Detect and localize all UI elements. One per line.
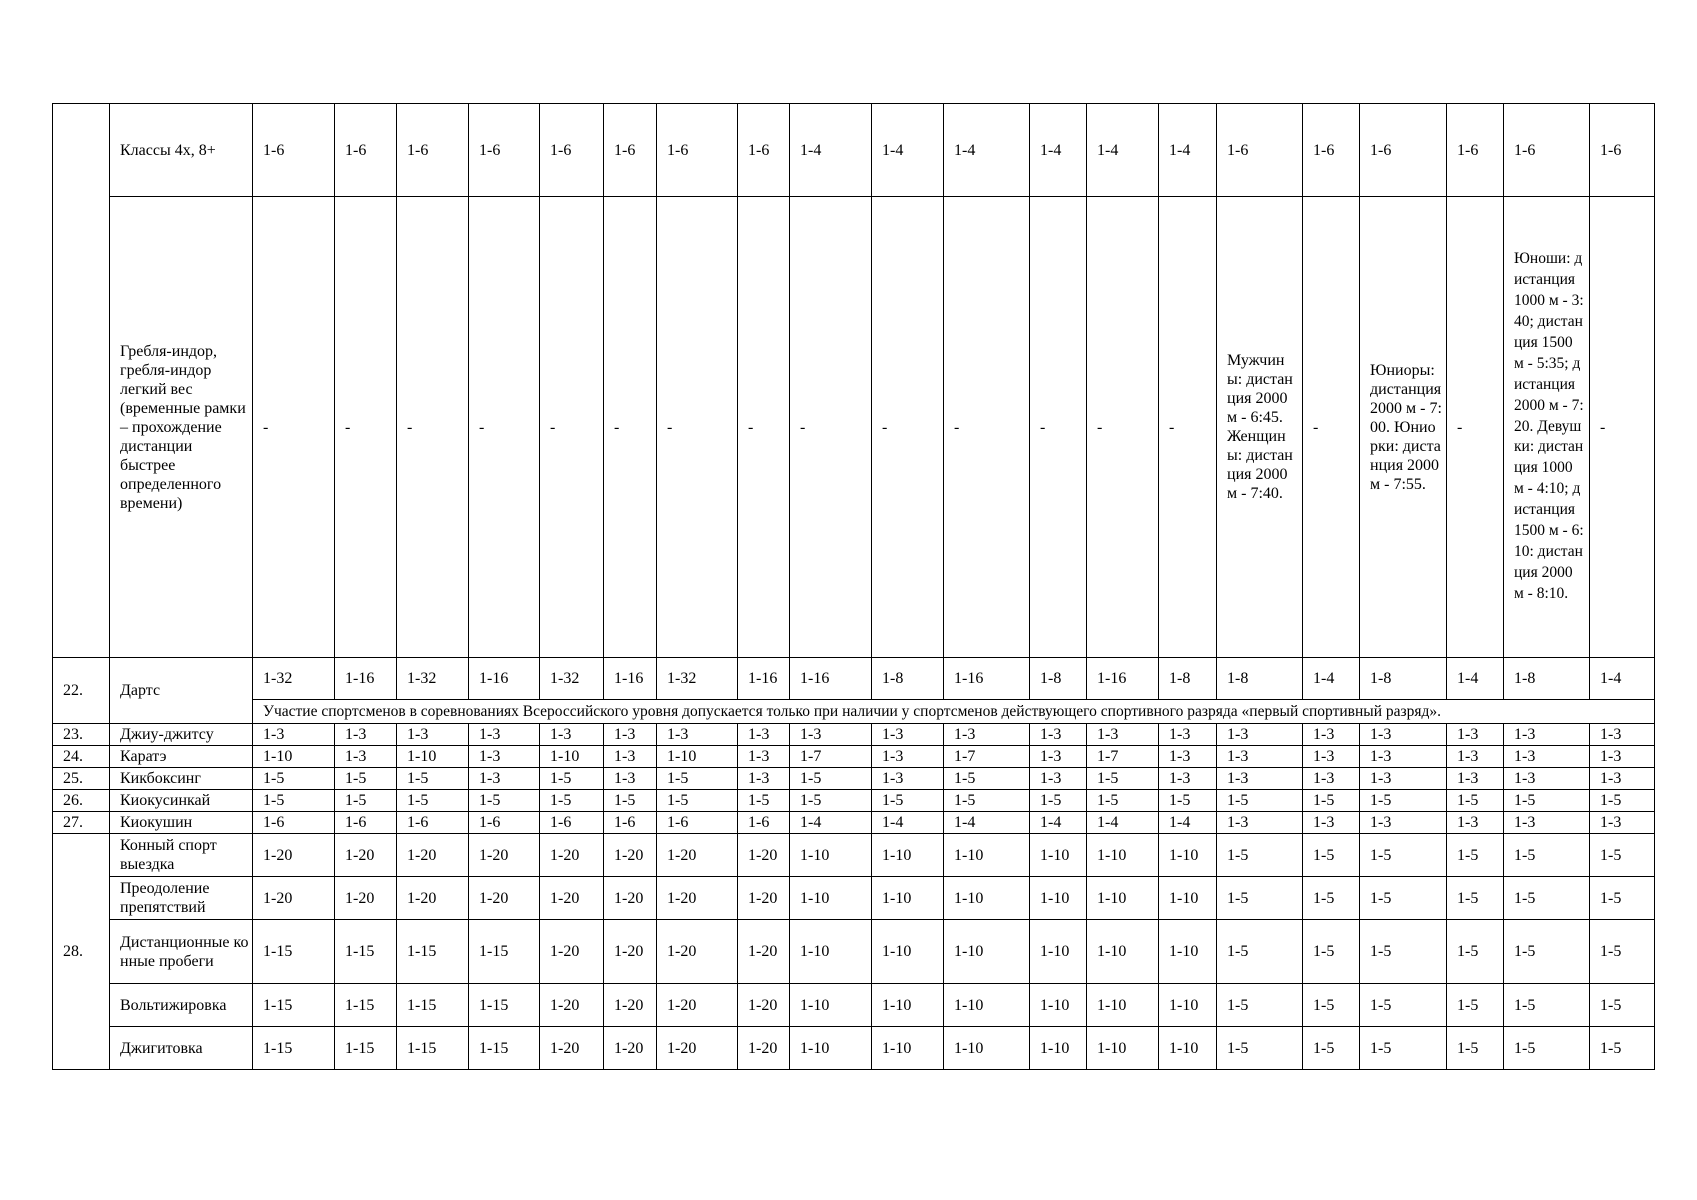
value-cell: 1-3 bbox=[397, 724, 469, 746]
value-cell: - bbox=[1590, 197, 1655, 658]
value-cell: 1-10 bbox=[790, 834, 872, 877]
value-cell: 1-5 bbox=[1590, 1027, 1655, 1070]
value-cell: 1-20 bbox=[738, 834, 790, 877]
value-cell: 1-5 bbox=[1303, 920, 1360, 984]
value-cell: 1-5 bbox=[1447, 1027, 1504, 1070]
value-cell: 1-20 bbox=[540, 920, 604, 984]
table-row bbox=[53, 834, 1655, 877]
value-cell: 1-10 bbox=[1030, 984, 1087, 1027]
value-cell: 1-3 bbox=[1303, 812, 1360, 834]
value-cell: 1-5 bbox=[944, 790, 1030, 812]
row-name: Дартс bbox=[110, 658, 253, 724]
value-cell: 1-5 bbox=[1590, 984, 1655, 1027]
value-cell: 1-20 bbox=[738, 920, 790, 984]
document-table bbox=[52, 103, 1655, 1070]
value-cell: - bbox=[469, 197, 540, 658]
value-cell: 1-5 bbox=[335, 768, 397, 790]
value-cell: 1-3 bbox=[1159, 724, 1217, 746]
value-cell: 1-4 bbox=[872, 812, 944, 834]
value-cell: 1-10 bbox=[1087, 1027, 1159, 1070]
table-row bbox=[53, 984, 1655, 1027]
value-cell: 1-3 bbox=[1447, 724, 1504, 746]
value-cell: 1-3 bbox=[1447, 768, 1504, 790]
value-cell: 1-10 bbox=[253, 746, 335, 768]
value-cell: 1-16 bbox=[738, 658, 790, 700]
value-cell: 1-7 bbox=[1087, 746, 1159, 768]
table-row bbox=[53, 746, 1655, 768]
value-cell: 1-20 bbox=[540, 984, 604, 1027]
value-cell: 1-10 bbox=[1087, 834, 1159, 877]
value-cell: 1-5 bbox=[540, 790, 604, 812]
value-cell: 1-5 bbox=[397, 768, 469, 790]
value-cell: 1-3 bbox=[1590, 812, 1655, 834]
value-cell: 1-20 bbox=[469, 877, 540, 920]
value-cell: 1-10 bbox=[1030, 877, 1087, 920]
value-cell: 1-5 bbox=[1303, 790, 1360, 812]
value-cell: 1-5 bbox=[1360, 790, 1447, 812]
value-cell: 1-10 bbox=[872, 920, 944, 984]
value-cell: 1-6 bbox=[469, 812, 540, 834]
value-cell: 1-20 bbox=[604, 1027, 657, 1070]
value-cell: 1-20 bbox=[335, 877, 397, 920]
table-row bbox=[53, 877, 1655, 920]
table-row bbox=[53, 197, 1655, 658]
value-cell: 1-3 bbox=[253, 724, 335, 746]
value-cell: - bbox=[540, 197, 604, 658]
row-number: 22. bbox=[53, 658, 110, 724]
table-body bbox=[53, 104, 1655, 1070]
value-cell: - bbox=[872, 197, 944, 658]
value-cell: 1-32 bbox=[253, 658, 335, 700]
value-cell: 1-5 bbox=[253, 768, 335, 790]
value-cell: 1-20 bbox=[604, 984, 657, 1027]
value-cell: 1-4 bbox=[1030, 812, 1087, 834]
row-name: Преодоление препятствий bbox=[110, 877, 253, 920]
value-cell: 1-8 bbox=[1217, 658, 1303, 700]
row-number: 25. bbox=[53, 768, 110, 790]
table-row bbox=[53, 1027, 1655, 1070]
value-cell: - bbox=[738, 197, 790, 658]
value-cell: 1-10 bbox=[872, 1027, 944, 1070]
value-cell: 1-15 bbox=[335, 984, 397, 1027]
value-cell: 1-8 bbox=[872, 658, 944, 700]
value-cell: 1-6 bbox=[253, 104, 335, 197]
value-cell: 1-16 bbox=[1087, 658, 1159, 700]
value-cell: 1-5 bbox=[1087, 790, 1159, 812]
value-cell: 1-20 bbox=[540, 834, 604, 877]
value-cell: - bbox=[1030, 197, 1087, 658]
value-cell: 1-3 bbox=[335, 746, 397, 768]
value-cell: 1-3 bbox=[604, 724, 657, 746]
table-row bbox=[53, 104, 1655, 197]
value-cell: 1-20 bbox=[738, 984, 790, 1027]
value-cell: 1-5 bbox=[540, 768, 604, 790]
value-cell: 1-10 bbox=[657, 746, 738, 768]
value-cell: 1-5 bbox=[1504, 834, 1590, 877]
value-cell: - bbox=[1447, 197, 1504, 658]
value-cell: 1-5 bbox=[1087, 768, 1159, 790]
value-cell: 1-6 bbox=[1590, 104, 1655, 197]
value-cell: 1-3 bbox=[1217, 768, 1303, 790]
row-number: 23. bbox=[53, 724, 110, 746]
value-cell: 1-16 bbox=[604, 658, 657, 700]
value-cell: 1-3 bbox=[657, 724, 738, 746]
value-cell: 1-10 bbox=[1159, 920, 1217, 984]
value-cell: 1-3 bbox=[738, 768, 790, 790]
value-cell: 1-5 bbox=[1360, 877, 1447, 920]
value-cell: 1-6 bbox=[335, 812, 397, 834]
value-cell: 1-3 bbox=[1303, 724, 1360, 746]
row-name: Кикбоксинг bbox=[110, 768, 253, 790]
value-cell: 1-10 bbox=[1159, 1027, 1217, 1070]
value-cell: 1-5 bbox=[1504, 877, 1590, 920]
value-cell: 1-10 bbox=[1087, 984, 1159, 1027]
value-cell: 1-5 bbox=[1217, 790, 1303, 812]
value-cell: 1-6 bbox=[397, 104, 469, 197]
value-cell: 1-3 bbox=[1590, 724, 1655, 746]
value-cell: 1-10 bbox=[1030, 834, 1087, 877]
value-cell: 1-10 bbox=[1159, 877, 1217, 920]
value-cell: 1-4 bbox=[1159, 812, 1217, 834]
value-cell: 1-3 bbox=[1504, 724, 1590, 746]
value-cell: 1-10 bbox=[1030, 920, 1087, 984]
value-cell: 1-3 bbox=[469, 724, 540, 746]
value-cell: 1-3 bbox=[1447, 746, 1504, 768]
value-cell: 1-3 bbox=[1030, 768, 1087, 790]
value-cell: 1-3 bbox=[1504, 746, 1590, 768]
value-cell: 1-8 bbox=[1504, 658, 1590, 700]
value-cell: 1-20 bbox=[397, 834, 469, 877]
value-cell: 1-15 bbox=[335, 1027, 397, 1070]
value-cell: 1-3 bbox=[1217, 724, 1303, 746]
value-cell: 1-20 bbox=[335, 834, 397, 877]
value-cell: 1-32 bbox=[540, 658, 604, 700]
value-cell: 1-20 bbox=[738, 877, 790, 920]
value-cell: - bbox=[1087, 197, 1159, 658]
value-cell: 1-3 bbox=[872, 746, 944, 768]
value-cell: 1-3 bbox=[1030, 746, 1087, 768]
value-cell: 1-5 bbox=[1590, 877, 1655, 920]
value-cell: - bbox=[1159, 197, 1217, 658]
value-cell: 1-3 bbox=[469, 768, 540, 790]
value-cell: 1-5 bbox=[1303, 984, 1360, 1027]
value-cell: 1-5 bbox=[1360, 834, 1447, 877]
value-cell: 1-20 bbox=[738, 1027, 790, 1070]
value-cell: 1-3 bbox=[1159, 768, 1217, 790]
value-cell: 1-6 bbox=[1504, 104, 1590, 197]
value-cell: 1-6 bbox=[1447, 104, 1504, 197]
value-cell: 1-10 bbox=[944, 834, 1030, 877]
value-cell: 1-10 bbox=[872, 984, 944, 1027]
value-cell: 1-15 bbox=[253, 1027, 335, 1070]
darts-notice: Участие спортсменов в соревнованиях Всероссийского уровня допускается только при наличии у спортсменов действующего спортивного разряда «первый спортивный разряд». bbox=[253, 700, 1655, 724]
value-cell: 1-20 bbox=[604, 834, 657, 877]
value-cell: 1-5 bbox=[790, 790, 872, 812]
value-cell: 1-20 bbox=[657, 834, 738, 877]
value-cell: 1-3 bbox=[790, 724, 872, 746]
value-cell: 1-5 bbox=[1217, 920, 1303, 984]
value-cell: 1-7 bbox=[790, 746, 872, 768]
value-cell: 1-5 bbox=[1447, 790, 1504, 812]
value-cell: 1-4 bbox=[1030, 104, 1087, 197]
value-cell: 1-3 bbox=[1504, 812, 1590, 834]
row-name: Киокусинкай bbox=[110, 790, 253, 812]
value-cell: 1-6 bbox=[540, 104, 604, 197]
value-cell: 1-3 bbox=[1159, 746, 1217, 768]
value-cell: 1-3 bbox=[738, 746, 790, 768]
value-cell: 1-5 bbox=[1590, 920, 1655, 984]
value-cell: 1-10 bbox=[790, 920, 872, 984]
value-cell: 1-3 bbox=[604, 746, 657, 768]
value-cell: 1-10 bbox=[944, 984, 1030, 1027]
value-cell: 1-20 bbox=[540, 877, 604, 920]
value-cell: 1-10 bbox=[790, 984, 872, 1027]
value-cell: 1-8 bbox=[1030, 658, 1087, 700]
table-row bbox=[53, 700, 1655, 724]
value-cell: 1-16 bbox=[790, 658, 872, 700]
value-cell: 1-5 bbox=[1303, 834, 1360, 877]
value-cell: 1-10 bbox=[1159, 834, 1217, 877]
value-cell: 1-10 bbox=[1159, 984, 1217, 1027]
value-cell: 1-6 bbox=[397, 812, 469, 834]
value-cell: 1-3 bbox=[1360, 812, 1447, 834]
value-cell: 1-4 bbox=[944, 104, 1030, 197]
value-cell: 1-3 bbox=[872, 768, 944, 790]
value-cell: 1-10 bbox=[1087, 920, 1159, 984]
value-cell: 1-6 bbox=[738, 104, 790, 197]
value-cell: 1-6 bbox=[1303, 104, 1360, 197]
value-cell: 1-15 bbox=[335, 920, 397, 984]
value-cell: 1-5 bbox=[657, 790, 738, 812]
value-cell: 1-20 bbox=[253, 834, 335, 877]
value-cell: 1-15 bbox=[397, 984, 469, 1027]
value-cell: 1-4 bbox=[790, 812, 872, 834]
table-row bbox=[53, 724, 1655, 746]
value-cell: 1-6 bbox=[469, 104, 540, 197]
value-cell: 1-5 bbox=[944, 768, 1030, 790]
value-cell: 1-4 bbox=[1087, 104, 1159, 197]
value-cell: 1-6 bbox=[604, 812, 657, 834]
row-number: 24. bbox=[53, 746, 110, 768]
value-cell: 1-6 bbox=[335, 104, 397, 197]
row-name: Джиу-джитсу bbox=[110, 724, 253, 746]
value-cell: 1-5 bbox=[1504, 790, 1590, 812]
value-cell: 1-6 bbox=[540, 812, 604, 834]
value-cell: 1-15 bbox=[253, 920, 335, 984]
value-cell: 1-5 bbox=[1447, 834, 1504, 877]
value-cell: 1-3 bbox=[604, 768, 657, 790]
value-cell: 1-10 bbox=[1030, 1027, 1087, 1070]
value-cell: - bbox=[790, 197, 872, 658]
row-name: Конный спорт выездка bbox=[110, 834, 253, 877]
table-row bbox=[53, 812, 1655, 834]
value-cell: 1-3 bbox=[872, 724, 944, 746]
row-number bbox=[53, 104, 110, 658]
value-cell: 1-3 bbox=[1087, 724, 1159, 746]
value-cell: 1-20 bbox=[657, 984, 738, 1027]
value-cell: Юноши: дистанция 1000 м - 3:40; дистанция 1500 м - 5:35; дистанция 2000 м - 7:20. Девушки: дистанция 1000 м - 4:10; дистанция 1500 м - 6:10: дистанция 2000 м - 8:10. bbox=[1504, 197, 1590, 658]
value-cell: Мужчины: дистанция 2000 м - 6:45. Женщины: дистанция 2000 м - 7:40. bbox=[1217, 197, 1303, 658]
value-cell: 1-6 bbox=[1217, 104, 1303, 197]
row-number: 27. bbox=[53, 812, 110, 834]
value-cell: 1-32 bbox=[397, 658, 469, 700]
value-cell: 1-10 bbox=[872, 877, 944, 920]
table-row bbox=[53, 920, 1655, 984]
value-cell: 1-3 bbox=[1360, 746, 1447, 768]
value-cell: 1-5 bbox=[469, 790, 540, 812]
value-cell: 1-8 bbox=[1159, 658, 1217, 700]
value-cell: 1-10 bbox=[397, 746, 469, 768]
value-cell: - bbox=[1303, 197, 1360, 658]
value-cell: 1-3 bbox=[1303, 768, 1360, 790]
value-cell: 1-3 bbox=[738, 724, 790, 746]
value-cell: 1-20 bbox=[397, 877, 469, 920]
value-cell: 1-10 bbox=[540, 746, 604, 768]
row-name: Вольтижировка bbox=[110, 984, 253, 1027]
value-cell: 1-3 bbox=[335, 724, 397, 746]
value-cell: 1-5 bbox=[604, 790, 657, 812]
value-cell: 1-10 bbox=[872, 834, 944, 877]
value-cell: 1-5 bbox=[657, 768, 738, 790]
value-cell: 1-5 bbox=[1303, 1027, 1360, 1070]
value-cell: 1-4 bbox=[1447, 658, 1504, 700]
value-cell: 1-10 bbox=[944, 920, 1030, 984]
value-cell: 1-3 bbox=[944, 724, 1030, 746]
value-cell: 1-10 bbox=[1087, 877, 1159, 920]
value-cell: 1-5 bbox=[1159, 790, 1217, 812]
value-cell: 1-5 bbox=[1504, 984, 1590, 1027]
value-cell: 1-8 bbox=[1360, 658, 1447, 700]
value-cell: Юниоры: дистанция 2000 м - 7:00. Юниорки: дистанция 2000 м - 7:55. bbox=[1360, 197, 1447, 658]
value-cell: 1-5 bbox=[1217, 834, 1303, 877]
table-row bbox=[53, 658, 1655, 700]
value-cell: 1-3 bbox=[540, 724, 604, 746]
value-cell: 1-3 bbox=[1217, 746, 1303, 768]
value-cell: 1-3 bbox=[469, 746, 540, 768]
value-cell: 1-5 bbox=[1504, 920, 1590, 984]
value-cell: 1-15 bbox=[469, 984, 540, 1027]
value-cell: 1-15 bbox=[469, 920, 540, 984]
value-cell: 1-5 bbox=[253, 790, 335, 812]
value-cell: 1-4 bbox=[1087, 812, 1159, 834]
value-cell: 1-3 bbox=[1217, 812, 1303, 834]
value-cell: 1-5 bbox=[1590, 790, 1655, 812]
table-row bbox=[53, 768, 1655, 790]
value-cell: 1-7 bbox=[944, 746, 1030, 768]
value-cell: - bbox=[397, 197, 469, 658]
value-cell: 1-4 bbox=[1303, 658, 1360, 700]
row-name: Каратэ bbox=[110, 746, 253, 768]
value-cell: 1-20 bbox=[657, 877, 738, 920]
row-name: Гребля-индор, гребля-индор легкий вес (временные рамки – прохождение дистанции быстрее определенного времени) bbox=[110, 197, 253, 658]
value-cell: 1-4 bbox=[944, 812, 1030, 834]
value-cell: 1-5 bbox=[1030, 790, 1087, 812]
value-cell: 1-3 bbox=[1447, 812, 1504, 834]
table-row bbox=[53, 790, 1655, 812]
value-cell: 1-15 bbox=[397, 920, 469, 984]
value-cell: 1-20 bbox=[657, 920, 738, 984]
value-cell: 1-5 bbox=[1303, 877, 1360, 920]
value-cell: 1-32 bbox=[657, 658, 738, 700]
value-cell: 1-5 bbox=[335, 790, 397, 812]
value-cell: 1-3 bbox=[1030, 724, 1087, 746]
value-cell: 1-10 bbox=[790, 1027, 872, 1070]
value-cell: 1-5 bbox=[1447, 984, 1504, 1027]
value-cell: 1-4 bbox=[1590, 658, 1655, 700]
value-cell: 1-20 bbox=[469, 834, 540, 877]
value-cell: 1-5 bbox=[738, 790, 790, 812]
value-cell: 1-10 bbox=[944, 877, 1030, 920]
value-cell: 1-5 bbox=[397, 790, 469, 812]
row-name: Джигитовка bbox=[110, 1027, 253, 1070]
value-cell: 1-4 bbox=[1159, 104, 1217, 197]
value-cell: 1-4 bbox=[790, 104, 872, 197]
value-cell: 1-3 bbox=[1303, 746, 1360, 768]
value-cell: 1-5 bbox=[1504, 1027, 1590, 1070]
value-cell: 1-3 bbox=[1504, 768, 1590, 790]
row-name: Дистанционные конные пробеги bbox=[110, 920, 253, 984]
value-cell: 1-6 bbox=[657, 104, 738, 197]
value-cell: 1-16 bbox=[469, 658, 540, 700]
value-cell: 1-20 bbox=[657, 1027, 738, 1070]
value-cell: 1-20 bbox=[604, 920, 657, 984]
value-cell: 1-6 bbox=[253, 812, 335, 834]
value-cell: 1-5 bbox=[1360, 1027, 1447, 1070]
value-cell: 1-20 bbox=[540, 1027, 604, 1070]
value-cell: 1-5 bbox=[1217, 984, 1303, 1027]
value-cell: 1-6 bbox=[604, 104, 657, 197]
value-cell: 1-20 bbox=[604, 877, 657, 920]
value-cell: 1-15 bbox=[469, 1027, 540, 1070]
value-cell: 1-16 bbox=[335, 658, 397, 700]
value-cell: 1-6 bbox=[738, 812, 790, 834]
value-cell: - bbox=[604, 197, 657, 658]
value-cell: 1-5 bbox=[1447, 877, 1504, 920]
value-cell: 1-3 bbox=[1360, 768, 1447, 790]
value-cell: 1-16 bbox=[944, 658, 1030, 700]
value-cell: 1-5 bbox=[1447, 920, 1504, 984]
row-name: Киокушин bbox=[110, 812, 253, 834]
value-cell: 1-5 bbox=[1360, 984, 1447, 1027]
value-cell: - bbox=[335, 197, 397, 658]
value-cell: - bbox=[657, 197, 738, 658]
value-cell: 1-15 bbox=[253, 984, 335, 1027]
value-cell: 1-5 bbox=[790, 768, 872, 790]
value-cell: 1-10 bbox=[790, 877, 872, 920]
value-cell: 1-5 bbox=[1360, 920, 1447, 984]
value-cell: 1-3 bbox=[1590, 746, 1655, 768]
value-cell: 1-3 bbox=[1360, 724, 1447, 746]
value-cell: 1-15 bbox=[397, 1027, 469, 1070]
value-cell: 1-5 bbox=[1590, 834, 1655, 877]
value-cell: 1-5 bbox=[1217, 877, 1303, 920]
value-cell: 1-5 bbox=[1217, 1027, 1303, 1070]
value-cell: 1-4 bbox=[872, 104, 944, 197]
value-cell: 1-10 bbox=[944, 1027, 1030, 1070]
value-cell: 1-20 bbox=[253, 877, 335, 920]
row-name: Классы 4х, 8+ bbox=[110, 104, 253, 197]
row-number: 28. bbox=[53, 834, 110, 1070]
value-cell: - bbox=[253, 197, 335, 658]
value-cell: 1-5 bbox=[872, 790, 944, 812]
value-cell: 1-3 bbox=[1590, 768, 1655, 790]
value-cell: - bbox=[944, 197, 1030, 658]
value-cell: 1-6 bbox=[657, 812, 738, 834]
row-number: 26. bbox=[53, 790, 110, 812]
value-cell: 1-6 bbox=[1360, 104, 1447, 197]
